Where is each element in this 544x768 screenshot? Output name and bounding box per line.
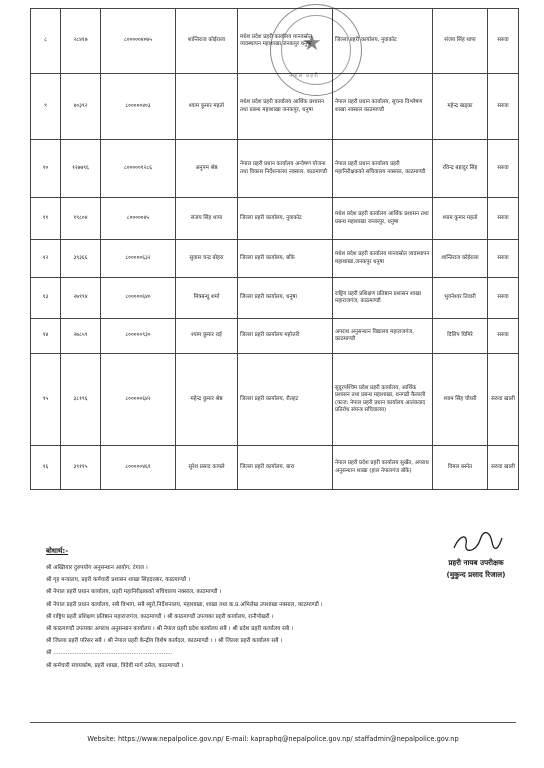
replacement-cell: महेन्द्र खड्का	[433, 74, 488, 140]
table-row	[31, 240, 519, 278]
status-cell: सरुवा	[488, 198, 519, 240]
account-cell: ८०००००४०७५	[101, 9, 176, 74]
name-cell: सुवास चन्द्र बोहरा	[176, 240, 238, 278]
replacement-cell: शान्तिराज कोईराला	[433, 240, 488, 278]
table-row	[31, 140, 519, 198]
replacement-cell: विमल बस्नेत	[433, 446, 488, 490]
id-cell: ४०३९२	[61, 74, 101, 140]
from-office-cell: मधेश प्रदेश प्रहरी कार्यालय मानवस्रोत व्यवस्थापन महाशाखा,जनकपुर धनुषा	[238, 9, 333, 74]
cc-line: श्री जिल्ला प्रहरी परिसर सबै । श्री नेपाल प्रहरी केन्द्रीय विशेष कार्यदल, काठमाण्डौ । । श्री जिल्ला प्रहरी कार्यालय सबै ।	[46, 638, 283, 645]
serial-cell: १५	[31, 354, 61, 446]
to-office-cell: मधेश प्रदेश प्रहरी कार्यालय आर्थिक प्रशासन तथा प्रबन्ध महाशाखा जनकपुर, धनुषा	[333, 198, 433, 240]
replacement-cell: भुवनेश्वर तिवारी	[433, 278, 488, 319]
id-cell: ३८१९६	[61, 354, 101, 446]
id-cell: १९८०४	[61, 198, 101, 240]
status-cell: सरुवा खाली	[488, 446, 519, 490]
serial-cell: १३	[31, 278, 61, 319]
from-office-cell: जिल्ला प्रहरी कार्यालय, बारा	[238, 446, 333, 490]
signature-scribble	[446, 530, 506, 554]
account-cell: ८०००००६४०	[101, 278, 176, 319]
signatory-title: प्रहरी नायब उपरीक्षक	[448, 558, 504, 567]
cc-line: श्री गृह मन्त्रालय, प्रहरी कर्मचारी प्रशासन शाखा सिंहदरबार, काठमाण्डौ ।	[46, 577, 191, 584]
name-cell: मित्रबन्धु शर्मा	[176, 278, 238, 319]
replacement-cell: श्याम कुमार महतो	[433, 198, 488, 240]
status-cell: सरुवा	[488, 140, 519, 198]
status-cell: सरुवा	[488, 278, 519, 319]
serial-cell: ९	[31, 74, 61, 140]
name-cell: श्याम कुमार महतो	[176, 74, 238, 140]
account-cell: ८०००००४६१	[101, 446, 176, 490]
from-office-cell: नेपाल प्रहरी प्रधान कार्यालय अन्वेषण योजना तथा विकास निर्देशनालय नक्साल, काठमाण्डौ	[238, 140, 333, 198]
account-cell: ८०००००९३०	[101, 319, 176, 354]
account-cell: ८०००००१२८६	[101, 140, 176, 198]
name-cell: सुरेश प्रसाद काफ्ले	[176, 446, 238, 490]
serial-cell: ८	[31, 9, 61, 74]
from-office-cell: जिल्ला प्रहरी कार्यालय महोत्तरी	[238, 319, 333, 354]
cc-line: श्री ...................................................................	[46, 650, 173, 657]
to-office-cell: मधेश प्रदेश प्रहरी कार्यालय मानवस्रोत व्यवस्थापन महाशाखा,जनकपुर धनुषा	[333, 240, 433, 278]
to-office-cell: नेपाल प्रहरी प्रदेश प्रहरी कार्यालय सुर्खेत, अपराध अनुसन्धान शाखा (हाल नेपालगंज बाँके)	[333, 446, 433, 490]
table-row	[31, 446, 519, 490]
cc-line: श्री काठमाण्डौ उपत्यका अपराध अनुसन्धान कार्यालय । श्री नेपाल प्रहरी प्रदेश कार्यालय सबै । श्री प्रदेश प्रहरी कार्यालय सबै ।	[46, 626, 294, 633]
from-office-cell: जिल्ला प्रहरी कार्यालय, धनुषा	[238, 278, 333, 319]
account-cell: ८०००००६३२	[101, 240, 176, 278]
replacement-cell: रविन्द्र बहादुर सिंह	[433, 140, 488, 198]
to-office-cell: सुदूरपश्चिम प्रदेश प्रहरी कार्यालय, आर्थिक प्रशासन तथा प्रबन्ध महाशाखा, धनगढी कैलाली (काज: नेपाल प्रहरी प्रधान कार्यालय आतंकवाद प्रतिरोध संयन्त्र सचिवालय)	[333, 354, 433, 446]
cc-line: श्री अख्तियार दुरुपयोग अनुसन्धान आयोग, टंगाल ।	[46, 565, 148, 571]
name-cell: शान्तिराज कोईराला	[176, 9, 238, 74]
serial-cell: १६	[31, 446, 61, 490]
footer-divider	[30, 722, 516, 723]
cc-line: श्री कर्मचारी संचयकोष, प्रहरी शाखा, त्रिदेवी मार्ग ठमेल, काठमाण्डौ ।	[46, 662, 184, 669]
replacement-cell: श्याम सिंह चौधरी	[433, 354, 488, 446]
from-office-cell: मधेश प्रदेश प्रहरी कार्यालय आर्थिक प्रशासन तथा प्रबन्ध महाशाखा जनकपुर, धनुषा	[238, 74, 333, 140]
status-cell: सरुवा	[488, 240, 519, 278]
from-office-cell: जिल्ला प्रहरी कार्यालय, बाँके	[238, 240, 333, 278]
name-cell: अनुपम श्रेष्ठ	[176, 140, 238, 198]
police-seal-stamp: ★ नेपाल प्रहरी	[270, 4, 362, 96]
serial-cell: १४	[31, 319, 61, 354]
cc-line: श्री राष्ट्रिय प्रहरी प्रशिक्षण प्रतिष्ठान महाराजगंज, काठमाण्डौ । श्री काठमाण्डौ उपत्यका प्रहरी कार्यालय, रानीपोखरी ।	[46, 613, 274, 620]
status-cell: सरुवा खाली	[488, 354, 519, 446]
to-office-cell: नेपाल प्रहरी प्रधान कार्यालय प्रहरी महानिरीक्षकको सचिवालय नक्साल, काठमाण्डौ	[333, 140, 433, 198]
account-cell: ८०००००६४२	[101, 354, 176, 446]
transfer-table	[30, 8, 519, 490]
name-cell: महेन्द्र कुमार श्रेष्ठ	[176, 354, 238, 446]
id-cell: ३९३६६	[61, 240, 101, 278]
table-row	[31, 74, 519, 140]
to-office-cell: अपराध अनुसन्धान विद्यालय महाराजगंज, काठमाण्डौ	[333, 319, 433, 354]
from-office-cell: जिल्ला प्रहरी कार्यालय, नुवाकोट	[238, 198, 333, 240]
cc-heading: बोधार्थ:-	[46, 547, 69, 555]
cc-line: श्री नेपाल प्रहरी प्रधान कार्यालय, सबै विभाग, सबै ब्यूरो,निर्देशनालय, महाशाखा, शाखा तथा क.प्र.अभिलेख उपशाखा नक्साल, काठमाण्डौ ।	[46, 601, 323, 608]
id-cell: २७९९४	[61, 278, 101, 319]
from-office-cell: जिल्ला प्रहरी कार्यालय, रौतहट	[238, 354, 333, 446]
serial-cell: ११	[31, 198, 61, 240]
table-row	[31, 319, 519, 354]
id-cell: १२७७९६	[61, 140, 101, 198]
serial-cell: १२	[31, 240, 61, 278]
signatory-name: (मुकुन्द प्रसाद रिजाल)	[446, 570, 506, 579]
account-cell: ८०००००४०३	[101, 74, 176, 140]
footer-contact: Website: https://www.nepalpolice.gov.np/ E-mail: kapraphq@nepalpolice.gov.np/ staffadmin@nepalpolice.gov.np	[87, 735, 459, 743]
table-row	[31, 278, 519, 319]
to-office-cell: नेपाल प्रहरी प्रधान कार्यालय, सूचना विश्लेषण शाखा नक्साल काठमाण्डौ	[333, 74, 433, 140]
status-cell: सरुवा	[488, 319, 519, 354]
id-cell: २८४१७	[61, 9, 101, 74]
status-cell: सरुवा	[488, 74, 519, 140]
status-cell: सरुवा	[488, 9, 519, 74]
seal-text: नेपाल प्रहरी	[289, 73, 319, 79]
table-row	[31, 198, 519, 240]
cc-recipient-list	[46, 562, 516, 672]
id-cell: ३९११५	[61, 446, 101, 490]
replacement-cell: दिलिप घिमिरे	[433, 319, 488, 354]
table-row	[31, 354, 519, 446]
to-office-cell: जिल्ला प्रहरी कार्यालय, नुवाकोट	[333, 9, 433, 74]
name-cell: संजय सिंह थापा	[176, 198, 238, 240]
replacement-cell: संजय सिंह थापा	[433, 9, 488, 74]
name-cell: श्याम कुमार राई	[176, 319, 238, 354]
id-cell: २७८५९	[61, 319, 101, 354]
account-cell: ८०००००४५	[101, 198, 176, 240]
to-office-cell: राष्ट्रिय प्रहरी प्रशिक्षण प्रतिष्ठान प्रशासन शाखा महाराजगंज, काठमाण्डौ	[333, 278, 433, 319]
serial-cell: १०	[31, 140, 61, 198]
table-row	[31, 9, 519, 74]
cc-line: श्री नेपाल प्रहरी प्रधान कार्यालय, प्रहरी महानिरीक्षकको सचिवालय नक्साल, काठमाण्डौ ।	[46, 589, 222, 596]
